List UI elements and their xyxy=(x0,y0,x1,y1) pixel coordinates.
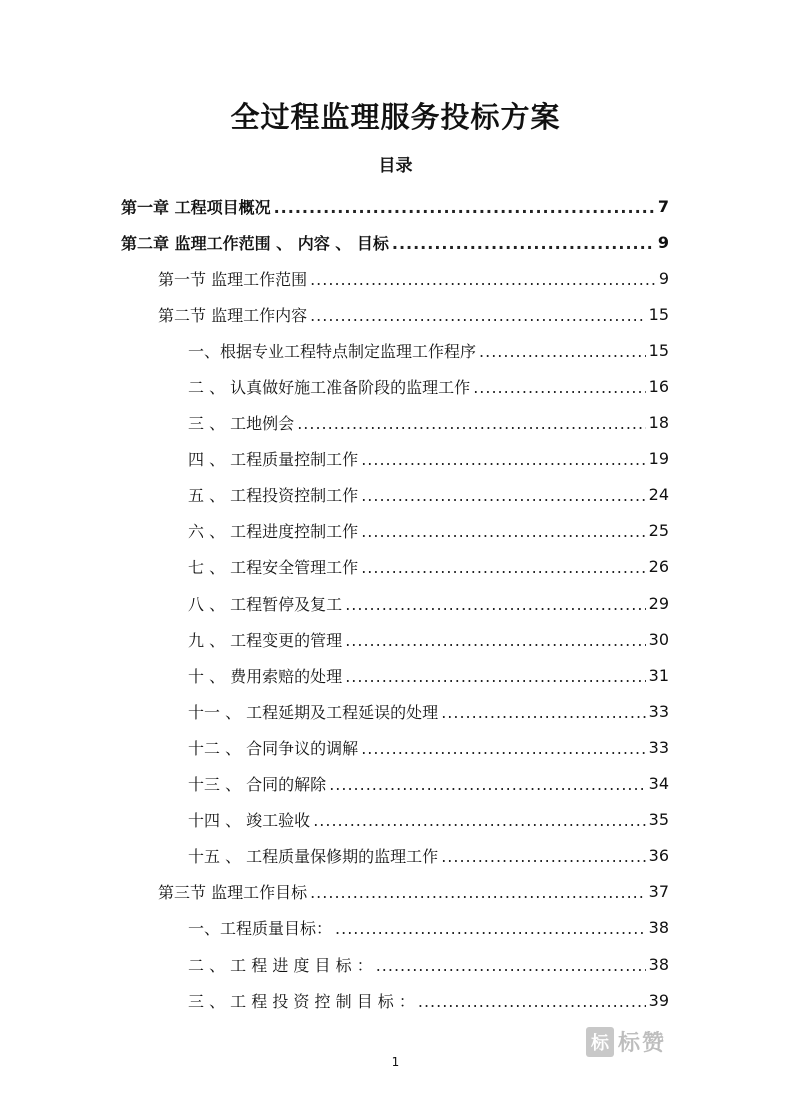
toc-entry-label: 第三节 监理工作目标 xyxy=(158,883,308,903)
toc-leader-dots xyxy=(473,378,645,397)
toc-leader-dots xyxy=(361,450,645,469)
watermark xyxy=(586,1026,666,1057)
toc-entry[interactable] xyxy=(0,585,791,621)
toc-entry-page: 26 xyxy=(648,557,669,577)
page-number: 1 xyxy=(391,1055,400,1069)
toc-entry[interactable] xyxy=(0,188,791,224)
toc-entry-label: 五 、 工程投资控制工作 xyxy=(188,486,359,506)
toc-entry[interactable] xyxy=(0,224,791,260)
toc-leader-dots xyxy=(441,847,645,866)
toc-entry[interactable] xyxy=(0,766,791,802)
toc-entry-page: 31 xyxy=(648,665,669,685)
toc-entry-label: 第一节 监理工作范围 xyxy=(158,269,308,289)
toc-entry[interactable] xyxy=(0,441,791,477)
toc-entry-page: 9 xyxy=(657,232,669,252)
watermark-text: 标赞 xyxy=(618,1031,667,1056)
toc-entry-label: 第二节 监理工作内容 xyxy=(158,305,308,325)
toc-entry[interactable] xyxy=(0,946,791,982)
toc-entry[interactable] xyxy=(0,260,791,296)
toc-entry-page: 36 xyxy=(648,846,669,866)
toc-entry[interactable] xyxy=(0,838,791,874)
toc-leader-dots xyxy=(361,486,645,505)
toc-entry-label: 十四 、 竣工验收 xyxy=(188,811,311,831)
toc-entry[interactable] xyxy=(0,368,791,404)
toc-entry-page: 25 xyxy=(648,521,669,541)
toc-entry-page: 16 xyxy=(648,377,669,397)
toc-leader-dots xyxy=(297,414,645,433)
toc-leader-dots xyxy=(441,703,645,722)
toc-leader-dots xyxy=(479,342,646,361)
toc-entry-page: 19 xyxy=(648,449,669,469)
toc-entry-label: 十三 、 合同的解除 xyxy=(188,775,327,795)
toc-entry-page: 9 xyxy=(658,268,669,288)
toc-entry-page: 29 xyxy=(648,593,669,613)
toc-entry-page: 15 xyxy=(648,340,669,360)
toc-leader-dots xyxy=(274,198,655,217)
toc-leader-dots xyxy=(335,919,646,938)
toc-leader-dots xyxy=(418,992,646,1011)
toc-entry-label: 十一 、 工程延期及工程延误的处理 xyxy=(188,702,439,722)
toc-entry[interactable] xyxy=(0,874,791,910)
toc-leader-dots xyxy=(361,739,645,758)
toc-entry-label: 第二章 监理工作范围 、 内容 、 目标 xyxy=(121,233,389,253)
toc-entry-page: 33 xyxy=(648,701,669,721)
toc-leader-dots xyxy=(310,270,656,289)
toc-entry[interactable] xyxy=(0,513,791,549)
toc-entry[interactable] xyxy=(0,332,791,368)
toc-entry[interactable] xyxy=(0,802,791,838)
toc-leader-dots xyxy=(310,883,646,902)
toc-entry-page: 18 xyxy=(648,413,669,433)
toc-entry-label: 一、工程质量目标： xyxy=(188,919,333,939)
toc-entry-page: 30 xyxy=(648,629,669,649)
toc-leader-dots xyxy=(345,595,645,614)
toc-leader-dots xyxy=(361,558,645,577)
toc-entry-page: 33 xyxy=(648,737,669,757)
toc-entry-label: 八 、 工程暂停及复工 xyxy=(188,594,343,614)
toc-leader-dots xyxy=(376,956,646,975)
toc-entry[interactable] xyxy=(0,729,791,765)
toc-leader-dots xyxy=(345,667,645,686)
toc-entry[interactable] xyxy=(0,549,791,585)
toc-leader-dots xyxy=(345,631,645,650)
toc-entry-label: 三 、 工地例会 xyxy=(188,414,295,434)
toc-entry-label: 二 、 工 程 进 度 目 标 ： xyxy=(188,955,373,975)
document-title: 全过程监理服务投标方案 xyxy=(230,100,561,134)
toc-leader-dots xyxy=(313,811,645,830)
toc-leader-dots xyxy=(310,306,646,325)
toc-entry-label: 三 、 工 程 投 资 控 制 目 标 ： xyxy=(188,991,415,1011)
toc-entry-label: 二 、 认真做好施工准备阶段的监理工作 xyxy=(188,378,471,398)
toc-entry-label: 七 、 工程安全管理工作 xyxy=(188,558,359,578)
toc-entry-page: 39 xyxy=(648,990,669,1010)
toc-leader-dots xyxy=(361,522,645,541)
toc-entry[interactable] xyxy=(0,405,791,441)
toc-entry-label: 十 、 费用索赔的处理 xyxy=(188,666,343,686)
toc-entry[interactable] xyxy=(0,693,791,729)
toc-entry-label: 第一章 工程项目概况 xyxy=(121,197,271,217)
toc-entry-label: 六 、 工程进度控制工作 xyxy=(188,522,359,542)
toc-entry-label: 四 、 工程质量控制工作 xyxy=(188,450,359,470)
watermark-logo-icon: 标 xyxy=(586,1027,614,1057)
toc-entry-page: 38 xyxy=(648,954,669,974)
toc-entry[interactable] xyxy=(0,477,791,513)
toc-entry[interactable] xyxy=(0,296,791,332)
toc-entry-page: 35 xyxy=(648,810,669,830)
toc-entry[interactable] xyxy=(0,621,791,657)
toc-heading: 目录 xyxy=(378,156,413,176)
toc-entry-page: 34 xyxy=(648,774,669,794)
toc-entry-page: 38 xyxy=(648,918,669,938)
toc-entry[interactable] xyxy=(0,657,791,693)
toc-entry[interactable] xyxy=(0,982,791,1018)
toc-entry-page: 7 xyxy=(657,196,669,216)
toc-entry-label: 九 、 工程变更的管理 xyxy=(188,630,343,650)
toc-entry-label: 一、根据专业工程特点制定监理工作程序 xyxy=(188,341,477,361)
table-of-contents xyxy=(0,188,791,1018)
toc-entry[interactable] xyxy=(0,910,791,946)
toc-entry-label: 十二 、 合同争议的调解 xyxy=(188,738,359,758)
toc-leader-dots xyxy=(392,234,655,253)
toc-entry-label: 十五 、 工程质量保修期的监理工作 xyxy=(188,847,439,867)
toc-entry-page: 15 xyxy=(648,304,669,324)
toc-entry-page: 37 xyxy=(648,882,669,902)
toc-entry-page: 24 xyxy=(648,485,669,505)
toc-leader-dots xyxy=(329,775,645,794)
